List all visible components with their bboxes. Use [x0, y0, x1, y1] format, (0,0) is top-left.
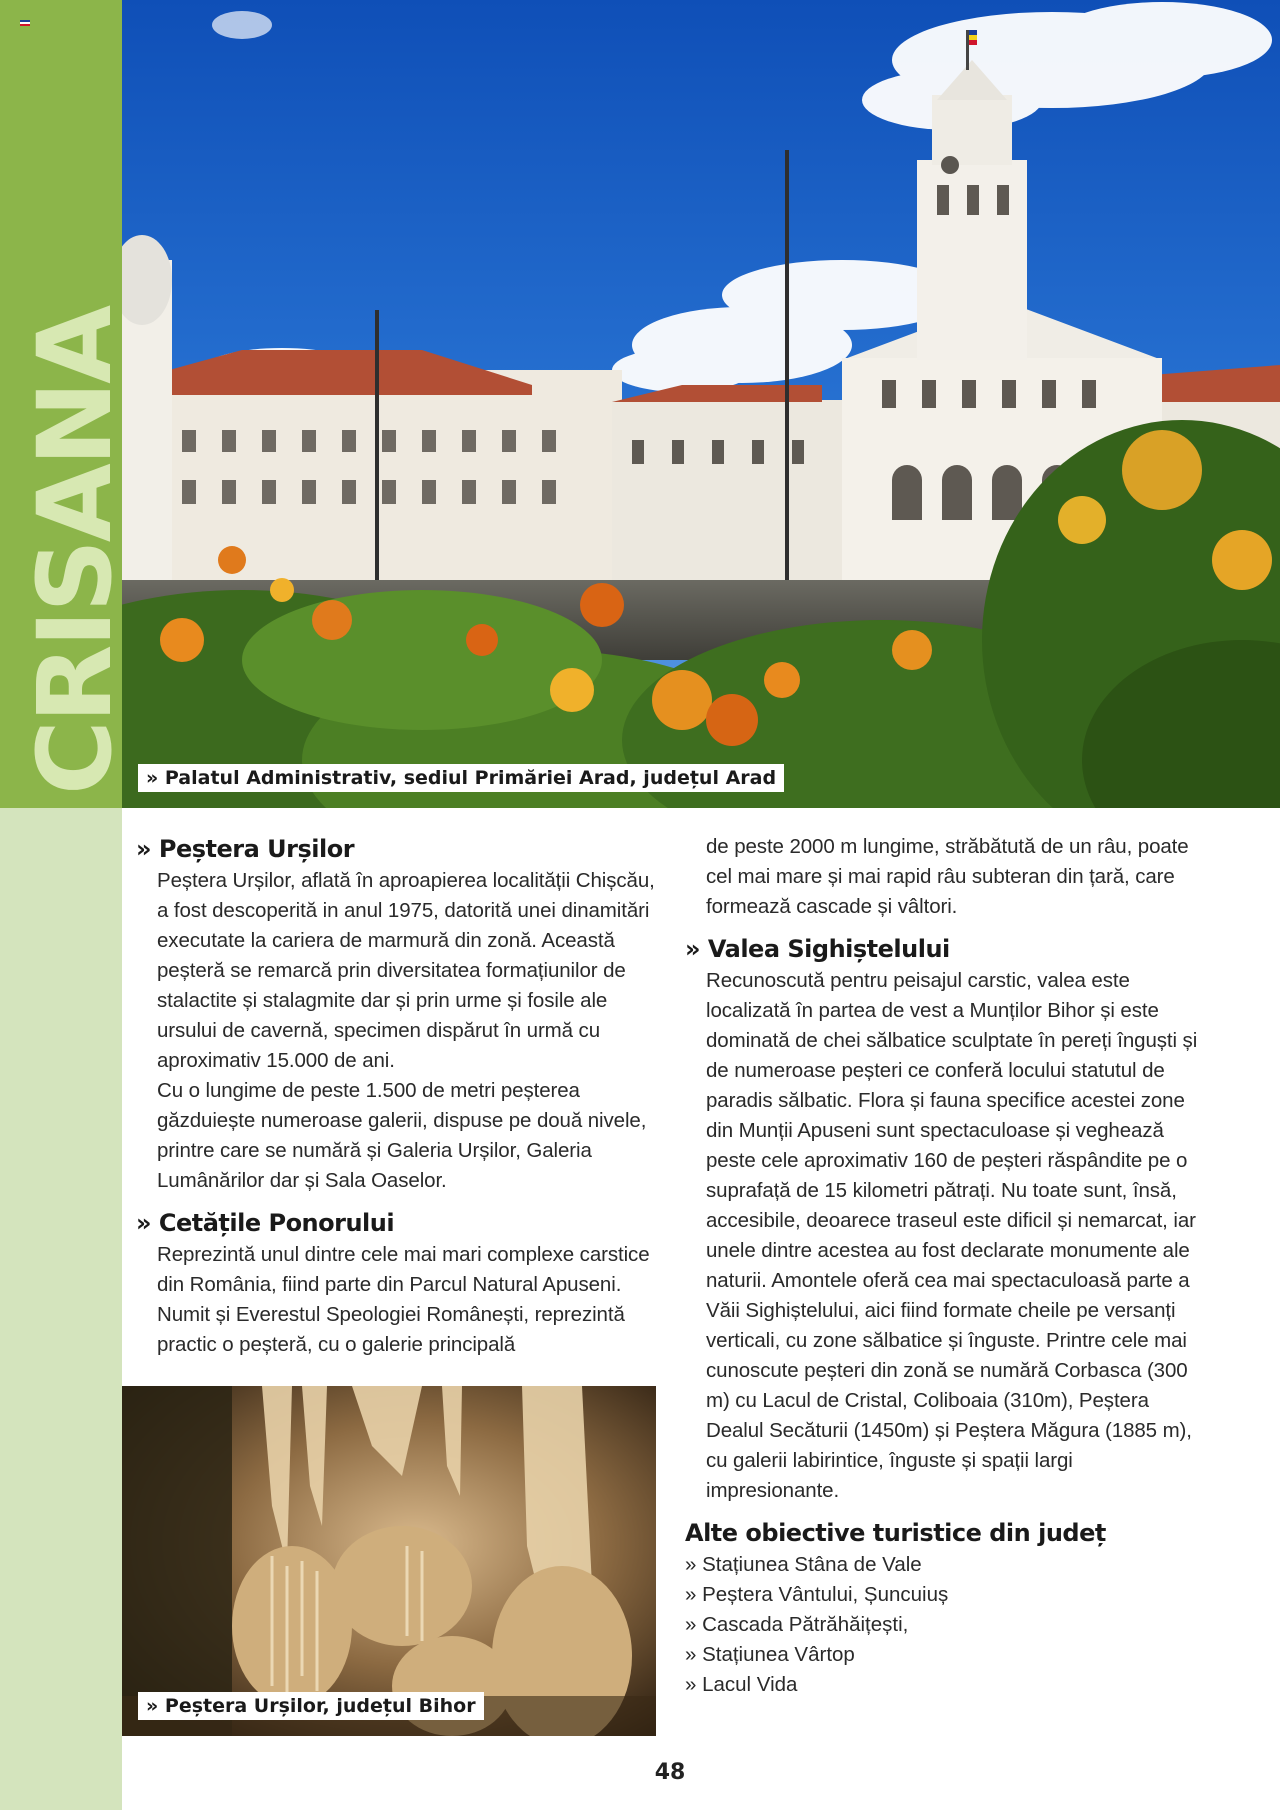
- section-title-alte-obiective: Alte obiective turistice din județ: [685, 1519, 1106, 1547]
- cave-photo: [122, 1386, 656, 1736]
- attractions-list: [685, 1550, 1205, 1700]
- list-item: » Stațiunea Stâna de Vale: [685, 1553, 922, 1576]
- hero-photo: [122, 0, 1280, 808]
- romanian-flag-icon: [20, 20, 30, 26]
- section-body-pestera-ursilor-2: Cu o lungime de peste 1.500 de metri peșterea găzduiește numeroase galerii, dispuse pe două nivele, printre care se numără și Galeria Urșilor, Galeria Lumânărilor dar și Sala Oaselor.: [157, 1079, 647, 1192]
- left-column: [136, 832, 656, 1360]
- section-body-valea-sighistelului: Recunoscută pentru peisajul carstic, valea este localizată în partea de vest a Munților Bihor și este dominată de chei sălbatice sculptate în pereți înguști și de numeroase peșteri ce conferă locului statutul de paradis sălbatic. Flora și fauna specifice acestei zone din Munții Apuseni sunt spectaculoase și veghează peste cele aproximativ 160 de peșteri răspândite pe o suprafață de 15 kilometri pătrați. Nu toate sunt, însă, accesibile, deoarece traseul este dificil și nemarcat, iar unele dintre acestea au fost declarate monumente ale naturii. Amontele oferă cea mai spectaculoasă parte a Văii Sighiștelului, aici fiind formate cheile pe versanți verticali, cu zone sălbatice și înguste. Printre cele mai cunoscute peșteri din zonă se numără Corbasca (300 m) cu Lacul de Cristal, Coliboaia (310m), Peștera Dealul Secăturii (1450m) și Peștera Măgura (1885 m), cu galerii labirintice, înguste și spații largi impresionante.: [706, 969, 1198, 1502]
- section-continuation-cetatile-ponorului: de peste 2000 m lungime, străbătută de un râu, poate cel mai mare și mai rapid râu subteran din țară, care formează cascade și vâltori.: [706, 835, 1189, 918]
- section-title-valea-sighistelului: » Valea Sighiștelului: [685, 935, 950, 963]
- page-number: 48: [654, 1760, 686, 1785]
- hero-photo-caption: » Palatul Administrativ, sediul Primăriei Arad, județul Arad: [138, 764, 784, 792]
- sidebar-light-band: [0, 808, 122, 1810]
- list-item: » Lacul Vida: [685, 1673, 798, 1696]
- section-title-cetatile-ponorului: » Cetățile Ponorului: [136, 1209, 395, 1237]
- cave-photo-caption: » Peștera Urșilor, județul Bihor: [138, 1692, 484, 1720]
- right-column: [685, 832, 1205, 1700]
- list-item: » Cascada Pătrăhăițești,: [685, 1613, 909, 1636]
- list-item: » Stațiunea Vârtop: [685, 1643, 855, 1666]
- section-title-pestera-ursilor: » Peștera Urșilor: [136, 835, 355, 863]
- section-body-cetatile-ponorului: Reprezintă unul dintre cele mai mari complexe carstice din România, fiind parte din Parcul Natural Apuseni. Numit și Everestul Speologiei Românești, reprezintă practic o peșteră, cu o galerie principală: [157, 1243, 650, 1356]
- list-item: » Peștera Vântului, Șuncuiuș: [685, 1583, 949, 1606]
- section-body-pestera-ursilor: Peștera Urșilor, aflată în aproapierea localității Chișcău, a fost descoperită in anul 1975, datorită unei dinamitări executate la cariera de marmură din zonă. Această peșteră se remarcă prin diversitatea formațiunilor de stalactite și stalagmite dar și prin urme și fosile ale ursului de cavernă, specimen dispărut în urmă cu aproximativ 15.000 de ani.: [157, 869, 655, 1072]
